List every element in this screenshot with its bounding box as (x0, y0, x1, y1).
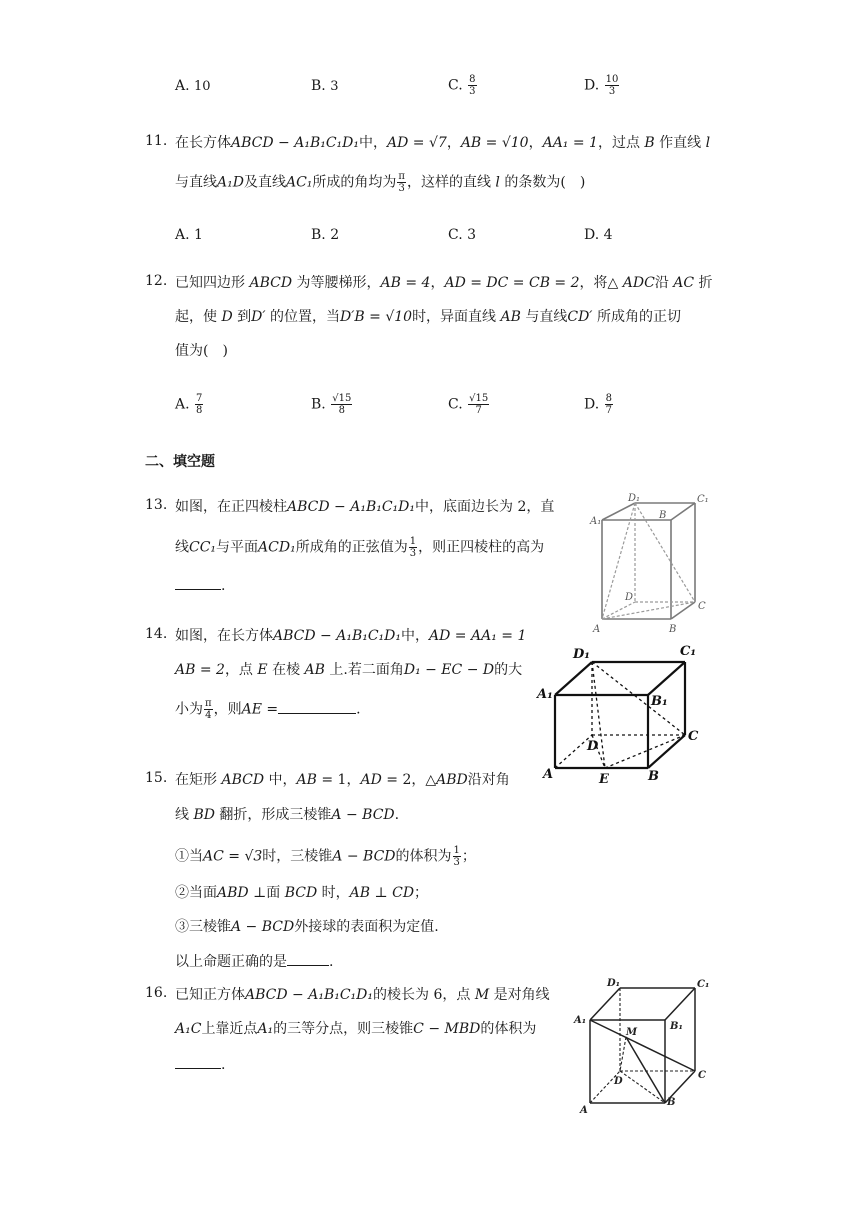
q11-line1: 在长方体ABCD − A₁B₁C₁D₁中，AD = √7，AB = √10，AA₁ = 1，过点 B 作直线 l (175, 135, 711, 151)
q15-prompt: 以上命题正确的是 . (175, 951, 333, 972)
q10-option-d: D. $\frac{10}{3}$ (584, 74, 619, 97)
q15-number: 15. (145, 770, 168, 786)
q14-label-b: B (648, 769, 659, 784)
q12-option-c: C. $\frac{√15}{7}$ (448, 393, 489, 416)
q14-label-d: D (587, 739, 599, 754)
q13-label-a: A (593, 624, 601, 635)
q15-proposition-2: ②当面ABD ⊥面 BCD 时，AB ⊥ CD； (175, 885, 429, 901)
q13-number: 13. (145, 497, 168, 513)
q16-label-c1: C₁ (697, 979, 710, 990)
q10-option-a: A. 10 (175, 78, 211, 94)
q14-label-e: E (599, 772, 609, 785)
q12-line3: 值为( ) (175, 343, 228, 359)
q13-label-c1: C₁ (697, 494, 709, 505)
q12-number: 12. (145, 273, 168, 289)
q16-label-d1: D₁ (607, 978, 621, 989)
q13-line2: 线CC₁与平面ACD₁所成角的正弦值为 $\frac{1}{3}$ ，则正四棱柱的高为 (175, 536, 545, 559)
q14-line1: 如图，在长方体ABCD − A₁B₁C₁D₁中，AD = AA₁ = 1 (175, 628, 527, 644)
q16-number: 16. (145, 985, 168, 1001)
q14-label-c1: C₁ (680, 644, 697, 659)
q14-cuboid-figure (535, 640, 710, 785)
q14-label-a1: A₁ (537, 687, 553, 702)
q16-label-a: A (580, 1105, 588, 1116)
q11-option-d: D. 4 (584, 227, 613, 243)
q16-line2: A₁C上靠近点A₁的三等分点，则三棱锥C − MBD的体积为 (175, 1021, 537, 1037)
q16-label-d: D (614, 1076, 623, 1087)
q13-label-a1: A₁ (590, 516, 602, 527)
q14-answer-blank (278, 699, 356, 714)
q16-cube-figure (570, 975, 715, 1120)
q14-line2: AB = 2，点 E 在棱 AB 上.若二面角D₁ − EC − D的大 (175, 662, 523, 678)
q12-line2: 起，使 D 到D′ 的位置，当D′B = √10时，异面直线 AB 与直线CD′ 所成角的正切 (175, 309, 681, 325)
q13-line1: 如图，在正四棱柱ABCD − A₁B₁C₁D₁中，底面边长为 2，直 (175, 499, 555, 515)
q11-number: 11. (145, 133, 168, 149)
q14-line3: 小为 $\frac{\pi}{4}$ ，则AE = . (175, 698, 361, 721)
q16-line3: . (175, 1054, 225, 1075)
q16-label-a1: A₁ (574, 1015, 587, 1026)
q11-option-a: A. 1 (175, 227, 203, 243)
q15-answer-blank (287, 951, 329, 966)
q16-label-b1: B₁ (670, 1021, 683, 1032)
q15-line2: 线 BD 翻折，形成三棱锥A − BCD. (175, 807, 400, 823)
q12-option-a: A. $\frac{7}{8}$ (175, 393, 203, 416)
q14-label-d1: D₁ (573, 647, 590, 662)
q11-option-c: C. 3 (448, 227, 477, 243)
q12-option-b: B. $\frac{√15}{8}$ (311, 393, 352, 416)
q16-line1: 已知正方体ABCD − A₁B₁C₁D₁的棱长为 6，点 M 是对角线 (175, 987, 550, 1003)
q15-proposition-3: ③三棱锥A − BCD外接球的表面积为定值. (175, 919, 439, 935)
q13-line3: . (175, 575, 225, 596)
q16-label-b: B (667, 1097, 676, 1108)
q11-line2: 与直线A₁D及直线AC₁所成的角均为 $\frac{\pi}{3}$ ，这样的直线 l 的条数为( ) (175, 171, 586, 194)
q13-label-b1: B (659, 510, 667, 521)
q16-label-m: M (626, 1027, 638, 1038)
q10-option-b: B. 3 (311, 78, 339, 94)
q14-label-a: A (543, 767, 554, 782)
q15-proposition-1: ①当AC = √3时，三棱锥A − BCD的体积为 $\frac{1}{3}$ ； (175, 845, 476, 868)
q15-line1: 在矩形 ABCD 中，AB = 1，AD = 2，△ABD沿对角 (175, 772, 510, 788)
q13-label-c: C (698, 601, 706, 612)
q11-option-b: B. 2 (311, 227, 340, 243)
q14-number: 14. (145, 626, 168, 642)
section-heading-fill-in: 二、填空题 (145, 454, 215, 470)
q13-label-d: D (625, 592, 634, 603)
q13-label-d1: D₁ (628, 493, 641, 504)
q13-label-b: B (669, 624, 677, 635)
q10-option-c: C. $\frac{8}{3}$ (448, 74, 476, 97)
q14-label-b1: B₁ (651, 694, 668, 709)
q16-answer-blank (175, 1054, 221, 1069)
q16-label-c: C (698, 1070, 706, 1081)
q14-label-c: C (688, 729, 699, 744)
q13-answer-blank (175, 575, 221, 590)
q13-prism-figure (585, 490, 715, 635)
q12-option-d: D. $\frac{8}{7}$ (584, 393, 613, 416)
q12-line1: 已知四边形 ABCD 为等腰梯形，AB = 4，AD = DC = CB = 2，将△ ADC沿 AC 折 (175, 275, 713, 291)
